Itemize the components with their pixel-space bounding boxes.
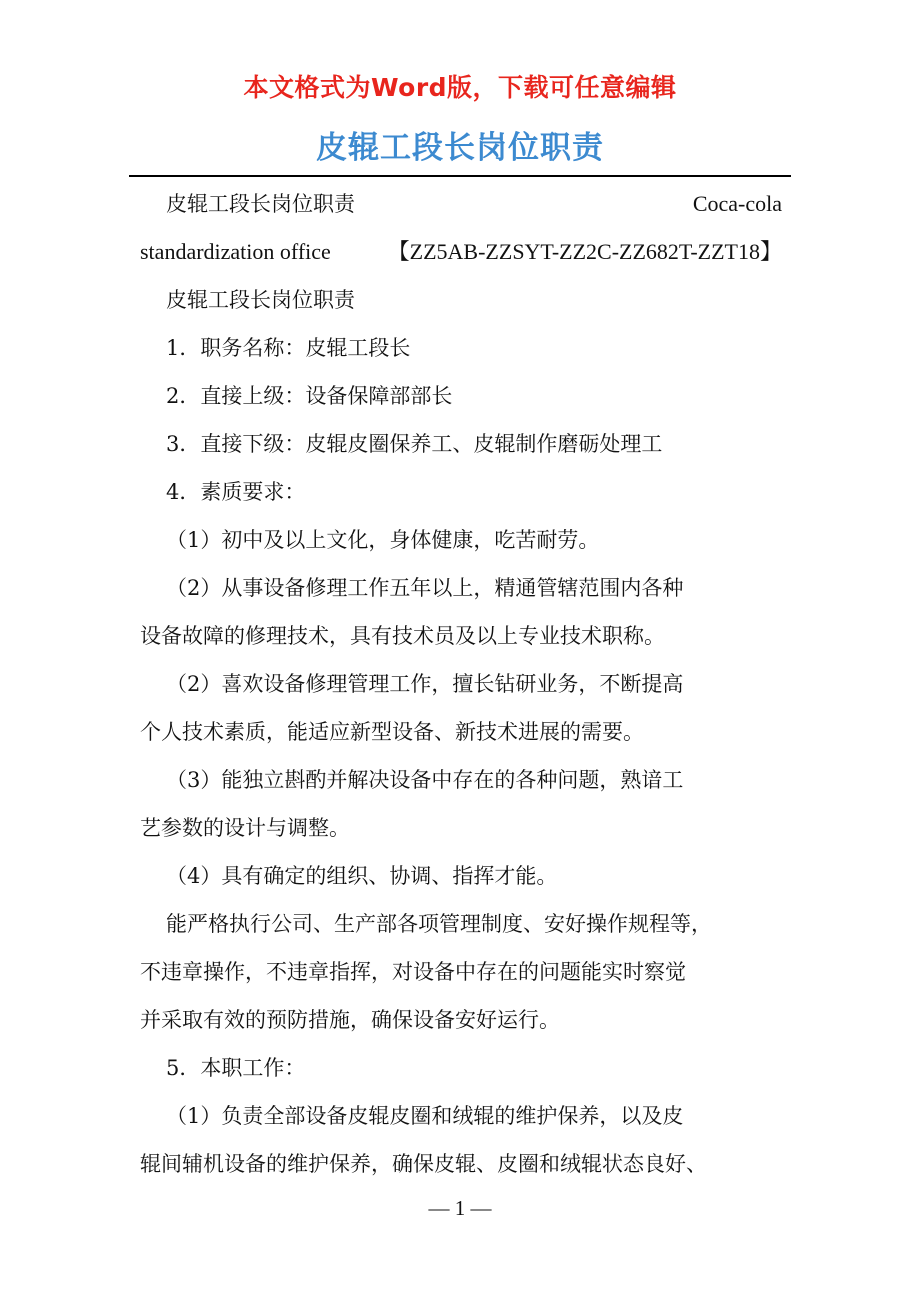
compliance-line-1: 能严格执行公司、生产部各项管理制度、安好操作规程等， (166, 912, 712, 936)
title-divider (129, 175, 791, 177)
item-direct-subordinate: 3．直接下级：皮辊皮圈保养工、皮辊制作磨砺处理工 (166, 432, 663, 456)
qualification-1: （1）初中及以上文化，身体健康，吃苦耐劳。 (166, 528, 600, 552)
header-line-right: Coca-cola (692, 191, 782, 216)
item-direct-superior: 2．直接上级：设备保障部部长 (166, 384, 453, 408)
qualification-2-line-1: （2）从事设备修理工作五年以上，精通管辖范围内各种 (166, 576, 684, 600)
item-qualifications: 4．素质要求： (166, 480, 306, 504)
standardization-line (140, 228, 782, 276)
header-line (140, 180, 782, 228)
paragraph-line: 皮辊工段长岗位职责 (166, 288, 355, 312)
compliance-line-3: 并采取有效的预防措施，确保设备安好运行。 (140, 1008, 560, 1032)
format-banner: 本文格式为Word版，下载可任意编辑 (243, 73, 677, 102)
qualification-2b-line-1: （2）喜欢设备修理管理工作，擅长钻研业务，不断提高 (166, 672, 684, 696)
item-job-title: 1．职务名称：皮辊工段长 (166, 336, 411, 360)
qualification-2b-line-2: 个人技术素质，能适应新型设备、新技术进展的需要。 (140, 720, 644, 744)
compliance-line-2: 不违章操作，不违章指挥，对设备中存在的问题能实时察觉 (140, 960, 686, 984)
page-number: — 1 — (428, 1196, 492, 1220)
duty-1-line-2: 辊间辅机设备的维护保养，确保皮辊、皮圈和绒辊状态良好、 (140, 1152, 707, 1176)
qualification-3-line-2: 艺参数的设计与调整。 (140, 816, 350, 840)
qualification-2-line-2: 设备故障的修理技术，具有技术员及以上专业技术职称。 (140, 624, 665, 648)
standardization-text: standardization office (140, 239, 331, 264)
header-line-left: 皮辊工段长岗位职责 (166, 192, 355, 216)
item-duties: 5．本职工作： (166, 1056, 306, 1080)
qualification-3-line-1: （3）能独立斟酌并解决设备中存在的各种问题，熟谙工 (166, 768, 684, 792)
standard-code: 【ZZ5AB-ZZSYT-ZZ2C-ZZ682T-ZZT18】 (387, 239, 782, 264)
qualification-4: （4）具有确定的组织、协调、指挥才能。 (166, 864, 558, 888)
document-title: 皮辊工段长岗位职责 (316, 130, 604, 166)
duty-1-line-1: （1）负责全部设备皮辊皮圈和绒辊的维护保养，以及皮 (166, 1104, 684, 1128)
document-body (140, 180, 782, 1188)
